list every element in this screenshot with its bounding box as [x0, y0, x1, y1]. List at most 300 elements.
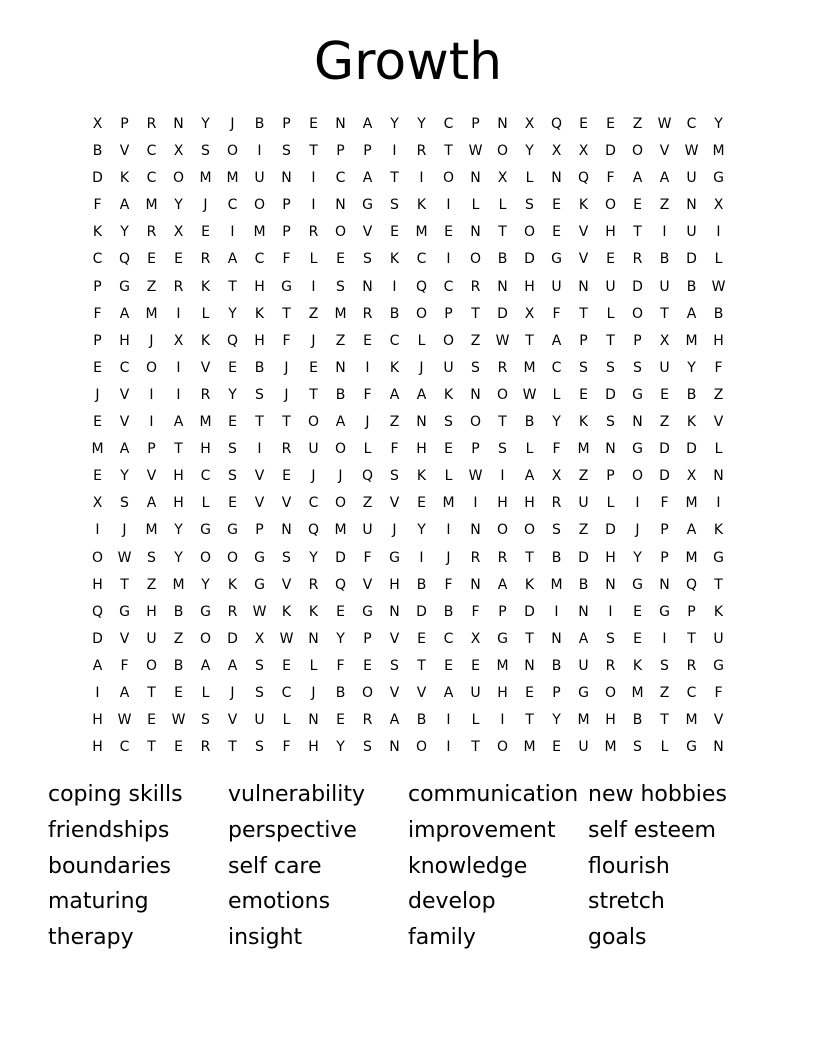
grid-letter: F	[606, 170, 615, 187]
grid-row	[84, 463, 732, 490]
grid-letter: N	[416, 414, 427, 431]
grid-letter: L	[525, 170, 534, 187]
grid-letter: Y	[201, 116, 210, 132]
grid-letter: S	[282, 549, 291, 566]
grid-letter: H	[416, 441, 427, 458]
grid-letter: V	[713, 712, 724, 729]
grid-letter: V	[281, 495, 292, 512]
word-list-item: friendships	[48, 817, 170, 843]
grid-letter: S	[390, 468, 399, 485]
grid-letter: C	[146, 143, 157, 160]
grid-letter: I	[419, 170, 424, 187]
grid-letter: A	[551, 332, 562, 349]
grid-row	[84, 707, 732, 734]
grid-letter: K	[227, 576, 238, 593]
grid-letter: G	[254, 549, 265, 566]
grid-letter: V	[119, 386, 130, 403]
grid-letter: H	[524, 495, 535, 512]
grid-letter: V	[362, 224, 373, 241]
grid-letter: C	[686, 116, 697, 132]
grid-letter: N	[470, 576, 481, 593]
grid-letter: H	[119, 332, 130, 349]
grid-letter: Y	[228, 386, 237, 403]
grid-letter: L	[525, 441, 534, 458]
grid-letter: I	[446, 197, 451, 214]
grid-letter: O	[631, 143, 644, 160]
grid-letter: E	[579, 386, 588, 403]
grid-letter: O	[91, 549, 104, 566]
grid-letter: E	[363, 657, 372, 674]
grid-letter: N	[389, 603, 400, 620]
grid-letter: H	[497, 495, 508, 512]
grid-letter: A	[443, 684, 454, 701]
grid-letter: P	[471, 116, 480, 132]
grid-letter: L	[471, 712, 480, 729]
grid-letter: C	[389, 332, 400, 349]
grid-letter: H	[92, 712, 103, 729]
grid-letter: G	[632, 441, 643, 458]
grid-letter: Z	[578, 522, 589, 539]
grid-letter: I	[176, 305, 181, 322]
grid-letter: Y	[120, 224, 129, 241]
grid-letter: X	[92, 116, 103, 132]
grid-letter: N	[470, 170, 481, 187]
grid-letter: V	[416, 684, 427, 701]
grid-letter: H	[713, 332, 724, 349]
grid-letter: P	[282, 116, 291, 132]
grid-letter: F	[282, 332, 291, 349]
grid-letter: T	[120, 576, 129, 593]
grid-letter: K	[119, 170, 130, 187]
grid-letter: D	[497, 305, 508, 322]
grid-letter: U	[686, 224, 697, 241]
grid-letter: F	[93, 197, 102, 214]
grid-letter: H	[146, 603, 157, 620]
grid-row	[84, 490, 732, 517]
grid-letter: T	[660, 305, 669, 322]
grid-letter: S	[228, 468, 237, 485]
grid-letter: F	[471, 603, 480, 620]
word-list-item: communication	[408, 782, 579, 807]
grid-letter: N	[281, 170, 292, 187]
grid-letter: E	[228, 495, 237, 512]
grid-letter: A	[524, 468, 535, 485]
grid-letter: G	[713, 549, 724, 566]
grid-row	[84, 165, 732, 192]
grid-letter: Y	[336, 739, 345, 756]
grid-letter: T	[282, 414, 291, 431]
grid-letter: I	[176, 359, 181, 376]
grid-letter: P	[93, 332, 102, 349]
grid-letter: H	[605, 549, 616, 566]
grid-letter: Q	[118, 251, 131, 268]
grid-letter: E	[390, 224, 399, 241]
grid-letter: O	[145, 359, 158, 376]
grid-letter: T	[228, 278, 237, 295]
grid-letter: E	[444, 657, 453, 674]
letter-grid	[84, 111, 732, 761]
word-list-item: boundaries	[48, 853, 171, 879]
grid-letter: I	[392, 143, 397, 160]
grid-letter: R	[146, 224, 157, 241]
grid-letter: L	[201, 305, 210, 322]
grid-letter: L	[552, 386, 561, 403]
grid-letter: T	[525, 549, 534, 566]
grid-letter: N	[578, 278, 589, 295]
grid-letter: M	[577, 712, 590, 729]
grid-letter: M	[199, 170, 212, 187]
grid-letter: D	[416, 603, 427, 620]
grid-letter: C	[119, 739, 130, 756]
grid-letter: D	[659, 441, 670, 458]
grid-letter: C	[443, 116, 454, 132]
grid-letter: J	[284, 359, 289, 376]
grid-letter: E	[309, 116, 318, 132]
grid-letter: E	[282, 657, 291, 674]
grid-letter: X	[524, 305, 535, 322]
grid-letter: W	[171, 712, 186, 729]
grid-letter: T	[687, 630, 696, 647]
grid-letter: L	[282, 712, 291, 729]
grid-letter: N	[686, 197, 697, 214]
grid-letter: F	[552, 441, 561, 458]
grid-letter: M	[145, 522, 158, 539]
grid-letter: E	[147, 712, 156, 729]
grid-letter: J	[149, 332, 154, 349]
grid-letter: I	[446, 739, 451, 756]
grid-letter: T	[255, 414, 264, 431]
grid-letter: I	[500, 712, 505, 729]
word-list-item: maturing	[48, 889, 149, 915]
grid-letter: U	[146, 630, 157, 647]
grid-letter: F	[93, 305, 102, 322]
grid-letter: G	[497, 630, 508, 647]
grid-letter: M	[577, 441, 590, 458]
grid-letter: Z	[713, 386, 724, 403]
grid-letter: I	[257, 441, 262, 458]
grid-letter: R	[632, 251, 643, 268]
grid-letter: D	[686, 251, 697, 268]
grid-letter: R	[470, 549, 481, 566]
grid-letter: G	[362, 603, 373, 620]
grid-letter: O	[334, 441, 347, 458]
grid-letter: N	[173, 116, 184, 132]
grid-letter: S	[606, 414, 615, 431]
grid-letter: D	[659, 468, 670, 485]
grid-letter: L	[363, 441, 372, 458]
grid-letter: V	[659, 143, 670, 160]
word-list-item: vulnerability	[228, 782, 366, 807]
grid-letter: C	[335, 170, 346, 187]
grid-letter: I	[392, 278, 397, 295]
grid-letter: F	[282, 739, 291, 756]
grid-letter: N	[362, 278, 373, 295]
grid-row	[84, 138, 732, 165]
grid-letter: J	[365, 414, 370, 431]
grid-letter: G	[362, 197, 373, 214]
grid-letter: N	[632, 414, 643, 431]
grid-letter: N	[308, 712, 319, 729]
grid-letter: S	[525, 197, 534, 214]
grid-letter: D	[632, 278, 643, 295]
grid-letter: V	[119, 143, 130, 160]
word-list-item: perspective	[228, 817, 357, 843]
grid-letter: V	[119, 414, 130, 431]
word-list-item: coping skills	[48, 782, 183, 807]
grid-letter: B	[389, 305, 400, 322]
grid-letter: F	[390, 441, 399, 458]
grid-letter: Y	[525, 143, 534, 160]
grid-letter: V	[200, 359, 211, 376]
grid-letter: S	[201, 143, 210, 160]
grid-letter: Q	[415, 278, 428, 295]
grid-letter: Z	[308, 305, 319, 322]
grid-letter: I	[635, 495, 640, 512]
grid-letter: C	[686, 684, 697, 701]
grid-row	[84, 626, 732, 653]
grid-letter: Z	[578, 468, 589, 485]
grid-letter: M	[442, 495, 455, 512]
grid-letter: D	[92, 630, 103, 647]
grid-letter: X	[551, 468, 562, 485]
grid-letter: P	[471, 441, 480, 458]
grid-letter: W	[468, 143, 483, 160]
grid-letter: X	[686, 468, 697, 485]
word-list-item: improvement	[408, 817, 556, 843]
grid-letter: M	[334, 305, 347, 322]
grid-letter: K	[578, 197, 589, 214]
grid-letter: O	[361, 684, 374, 701]
grid-letter: H	[92, 739, 103, 756]
word-list-item: insight	[228, 925, 303, 951]
word-list-item: stretch	[588, 889, 665, 915]
grid-letter: G	[551, 251, 562, 268]
grid-letter: N	[551, 630, 562, 647]
grid-letter: M	[685, 495, 698, 512]
grid-letter: L	[660, 739, 669, 756]
grid-letter: E	[552, 224, 561, 241]
grid-letter: T	[228, 739, 237, 756]
grid-letter: R	[200, 739, 211, 756]
grid-row	[84, 734, 732, 761]
grid-letter: H	[308, 739, 319, 756]
grid-letter: X	[659, 332, 670, 349]
word-list-item: knowledge	[408, 853, 528, 879]
grid-row	[84, 653, 732, 680]
grid-letter: E	[174, 684, 183, 701]
grid-letter: U	[578, 657, 589, 674]
grid-letter: S	[255, 657, 264, 674]
grid-letter: O	[199, 549, 212, 566]
grid-letter: B	[686, 278, 697, 295]
grid-letter: I	[716, 224, 721, 241]
grid-letter: P	[336, 143, 345, 160]
grid-letter: W	[117, 549, 132, 566]
grid-letter: W	[279, 630, 294, 647]
word-list-item: goals	[588, 925, 647, 951]
grid-letter: S	[633, 359, 642, 376]
grid-letter: W	[711, 278, 726, 295]
grid-letter: H	[173, 495, 184, 512]
grid-letter: C	[200, 468, 211, 485]
page-title: Growth	[313, 32, 503, 92]
grid-letter: K	[713, 522, 724, 539]
grid-row	[84, 246, 732, 273]
grid-letter: O	[604, 197, 617, 214]
grid-letter: O	[631, 468, 644, 485]
grid-letter: F	[363, 549, 372, 566]
grid-letter: N	[605, 576, 616, 593]
word-list	[48, 777, 788, 956]
grid-letter: B	[578, 576, 589, 593]
grid-letter: T	[147, 739, 156, 756]
grid-letter: E	[336, 251, 345, 268]
grid-letter: S	[201, 712, 210, 729]
grid-letter: V	[389, 684, 400, 701]
grid-row	[84, 111, 732, 138]
grid-letter: T	[444, 143, 453, 160]
grid-letter: N	[470, 386, 481, 403]
grid-letter: I	[365, 359, 370, 376]
grid-letter: P	[552, 684, 561, 701]
grid-letter: H	[92, 576, 103, 593]
grid-letter: B	[254, 359, 265, 376]
grid-letter: B	[443, 603, 454, 620]
grid-letter: T	[471, 739, 480, 756]
grid-letter: J	[635, 522, 640, 539]
grid-letter: L	[309, 251, 318, 268]
grid-letter: O	[496, 386, 509, 403]
grid-letter: O	[469, 414, 482, 431]
grid-letter: P	[282, 224, 291, 241]
grid-letter: G	[632, 386, 643, 403]
grid-letter: M	[550, 576, 563, 593]
grid-letter: T	[714, 576, 723, 593]
grid-row	[84, 545, 732, 572]
grid-letter: S	[660, 657, 669, 674]
grid-letter: T	[390, 170, 399, 187]
grid-letter: I	[446, 522, 451, 539]
grid-letter: A	[632, 170, 643, 187]
grid-letter: E	[93, 414, 102, 431]
grid-letter: I	[662, 630, 667, 647]
grid-letter: U	[308, 441, 319, 458]
grid-letter: E	[471, 657, 480, 674]
grid-letter: T	[309, 386, 318, 403]
grid-letter: T	[471, 305, 480, 322]
grid-letter: Q	[334, 576, 347, 593]
grid-letter: G	[119, 603, 130, 620]
grid-letter: G	[578, 684, 589, 701]
grid-letter: E	[552, 197, 561, 214]
grid-letter: N	[713, 468, 724, 485]
grid-letter: T	[417, 657, 426, 674]
grid-letter: R	[416, 143, 427, 160]
grid-letter: S	[606, 359, 615, 376]
grid-letter: B	[659, 251, 670, 268]
grid-letter: Y	[714, 116, 723, 132]
grid-letter: A	[173, 414, 184, 431]
grid-letter: H	[254, 278, 265, 295]
grid-letter: O	[199, 630, 212, 647]
grid-letter: M	[334, 522, 347, 539]
grid-letter: U	[443, 359, 454, 376]
grid-letter: U	[659, 359, 670, 376]
grid-letter: G	[389, 549, 400, 566]
grid-letter: R	[146, 116, 157, 132]
grid-letter: N	[497, 116, 508, 132]
grid-letter: X	[173, 143, 184, 160]
grid-letter: G	[632, 576, 643, 593]
grid-letter: R	[551, 495, 562, 512]
grid-letter: P	[363, 143, 372, 160]
grid-letter: O	[253, 197, 266, 214]
grid-letter: D	[605, 386, 616, 403]
grid-letter: O	[226, 143, 239, 160]
grid-letter: Y	[336, 630, 345, 647]
grid-letter: G	[281, 278, 292, 295]
grid-letter: W	[684, 143, 699, 160]
grid-letter: A	[227, 657, 238, 674]
grid-letter: M	[415, 224, 428, 241]
grid-letter: P	[363, 630, 372, 647]
grid-letter: O	[334, 224, 347, 241]
grid-letter: E	[93, 359, 102, 376]
grid-letter: O	[226, 549, 239, 566]
grid-letter: I	[473, 495, 478, 512]
grid-letter: I	[311, 170, 316, 187]
grid-letter: L	[714, 251, 723, 268]
grid-letter: D	[605, 143, 616, 160]
grid-row	[84, 572, 732, 599]
grid-letter: O	[334, 495, 347, 512]
grid-letter: I	[446, 712, 451, 729]
grid-letter: Z	[659, 197, 670, 214]
grid-letter: E	[201, 224, 210, 241]
grid-letter: K	[443, 386, 454, 403]
grid-letter: S	[363, 739, 372, 756]
grid-letter: I	[419, 549, 424, 566]
grid-letter: O	[496, 739, 509, 756]
grid-letter: E	[525, 684, 534, 701]
grid-letter: O	[172, 170, 185, 187]
grid-letter: O	[496, 522, 509, 539]
grid-letter: M	[685, 549, 698, 566]
grid-letter: Y	[552, 414, 561, 431]
grid-letter: G	[200, 603, 211, 620]
grid-letter: N	[389, 739, 400, 756]
grid-letter: U	[713, 630, 724, 647]
grid-letter: L	[309, 657, 318, 674]
grid-letter: E	[363, 332, 372, 349]
grid-letter: H	[254, 332, 265, 349]
grid-letter: Y	[309, 549, 318, 566]
grid-letter: T	[579, 305, 588, 322]
grid-letter: V	[578, 224, 589, 241]
grid-letter: I	[554, 603, 559, 620]
grid-letter: O	[307, 414, 320, 431]
grid-letter: X	[173, 332, 184, 349]
grid-letter: E	[417, 630, 426, 647]
grid-letter: P	[579, 332, 588, 349]
grid-letter: B	[416, 576, 427, 593]
grid-letter: N	[281, 522, 292, 539]
grid-letter: T	[525, 332, 534, 349]
grid-letter: T	[282, 305, 291, 322]
grid-letter: F	[714, 359, 723, 376]
grid-letter: I	[500, 468, 505, 485]
grid-letter: V	[281, 576, 292, 593]
